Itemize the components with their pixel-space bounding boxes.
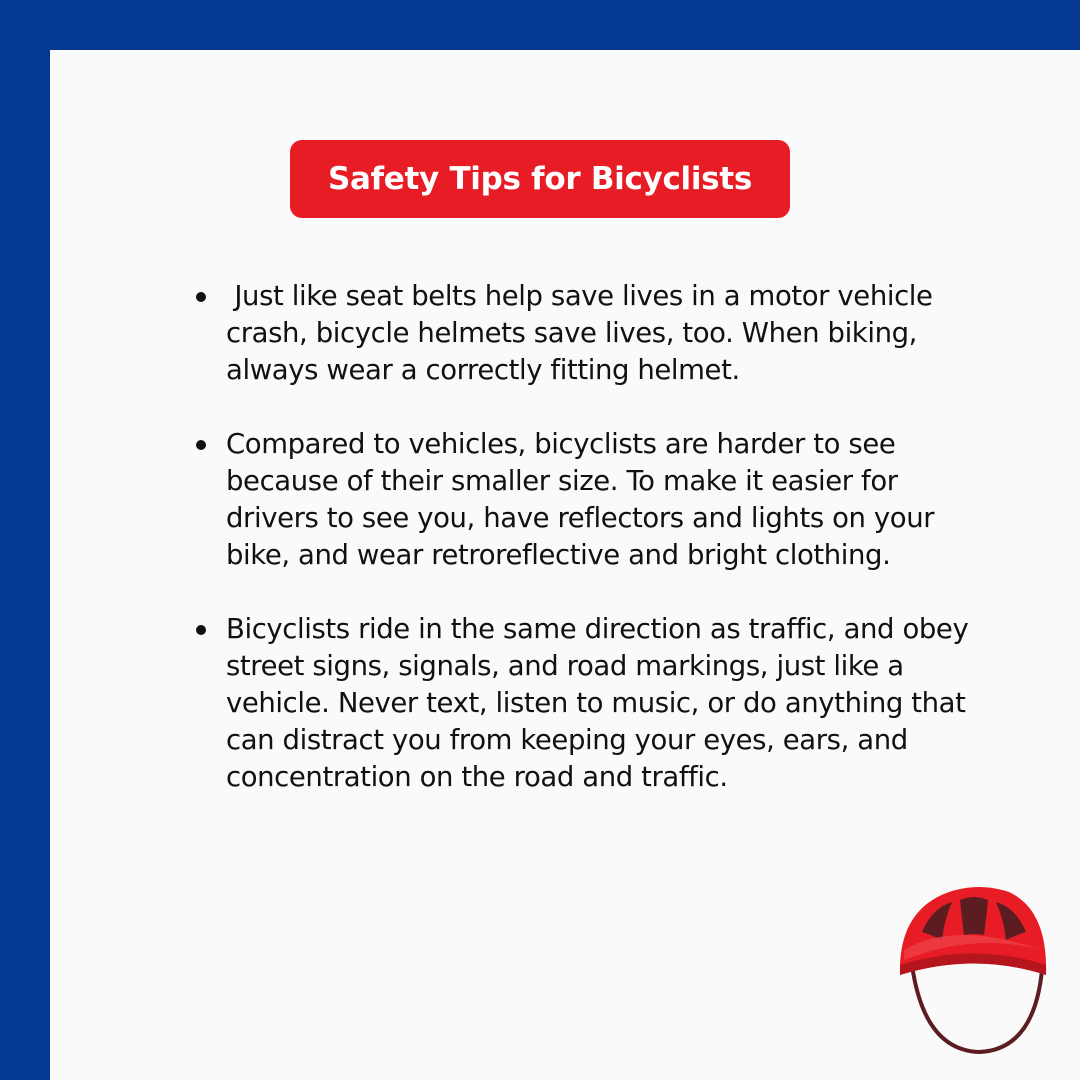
bicycle-helmet-icon	[894, 880, 1054, 1060]
bullet-icon	[196, 625, 206, 635]
title-badge	[290, 140, 790, 218]
list-item	[195, 426, 975, 574]
list-item	[195, 611, 975, 796]
tips-list	[195, 278, 975, 833]
tip-text: Bicyclists ride in the same direction as traffic, and obey street signs, signals, and road markings, just like a vehicle. Never text, listen to music, or do anything that can distract you from keeping your eyes, ears, and concentration on the road and traffic.	[226, 613, 969, 793]
tip-text: Just like seat belts help save lives in a motor vehicle crash, bicycle helmets save lives, too. When biking, always wear a correctly fitting helmet.	[226, 280, 941, 386]
list-item	[195, 278, 975, 389]
bullet-icon	[196, 440, 206, 450]
bullet-icon	[196, 292, 206, 302]
tip-text: Compared to vehicles, bicyclists are harder to see because of their smaller size. To make it easier for drivers to see you, have reflectors and lights on your bike, and wear retroreflective and bright clothing.	[226, 428, 935, 571]
page-title: Safety Tips for Bicyclists	[327, 161, 753, 197]
